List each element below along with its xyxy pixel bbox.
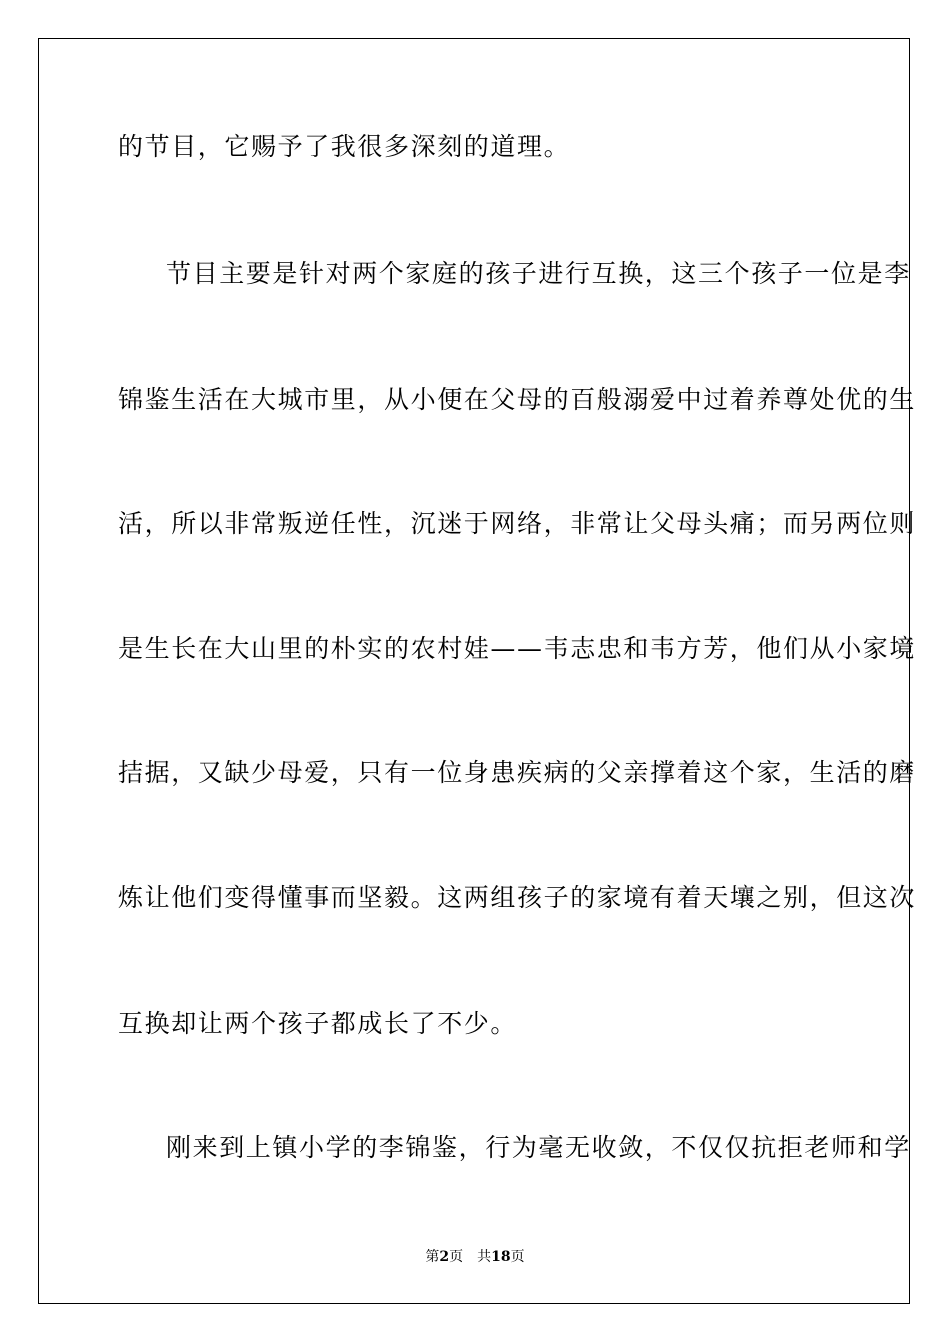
paragraph-line-2: 节目主要是针对两个家庭的孩子进行互换，这三个孩子一位是李	[166, 259, 911, 288]
paragraph-line-1: 的节目，它赐予了我很多深刻的道理。	[118, 132, 571, 161]
footer-total-prefix: 共	[477, 1249, 492, 1265]
footer-page-current: 2	[439, 1249, 450, 1265]
page-footer	[0, 1248, 950, 1266]
paragraph-line-5: 是生长在大山里的朴实的农村娃——韦志忠和韦方芳，他们从小家境	[118, 634, 917, 663]
footer-page-prefix: 第	[425, 1249, 440, 1265]
footer-page-unit: 页	[449, 1249, 464, 1265]
paragraph-line-9: 刚来到上镇小学的李锦鉴，行为毫无收敛，不仅仅抗拒老师和学	[166, 1133, 911, 1162]
paragraph-line-8: 互换却让两个孩子都成长了不少。	[118, 1009, 518, 1038]
footer-page-total: 18	[491, 1249, 511, 1265]
footer-total-unit: 页	[510, 1249, 525, 1265]
paragraph-line-4: 活，所以非常叛逆任性，沉迷于网络，非常让父母头痛；而另两位则	[118, 509, 917, 538]
paragraph-line-7: 炼让他们变得懂事而坚毅。这两组孩子的家境有着天壤之别，但这次	[118, 883, 917, 912]
page-border	[38, 38, 917, 1304]
paragraph-line-6: 拮据，又缺少母爱，只有一位身患疾病的父亲撑着这个家，生活的磨	[118, 758, 917, 787]
paragraph-line-3: 锦鉴生活在大城市里，从小便在父母的百般溺爱中过着养尊处优的生	[118, 385, 917, 414]
